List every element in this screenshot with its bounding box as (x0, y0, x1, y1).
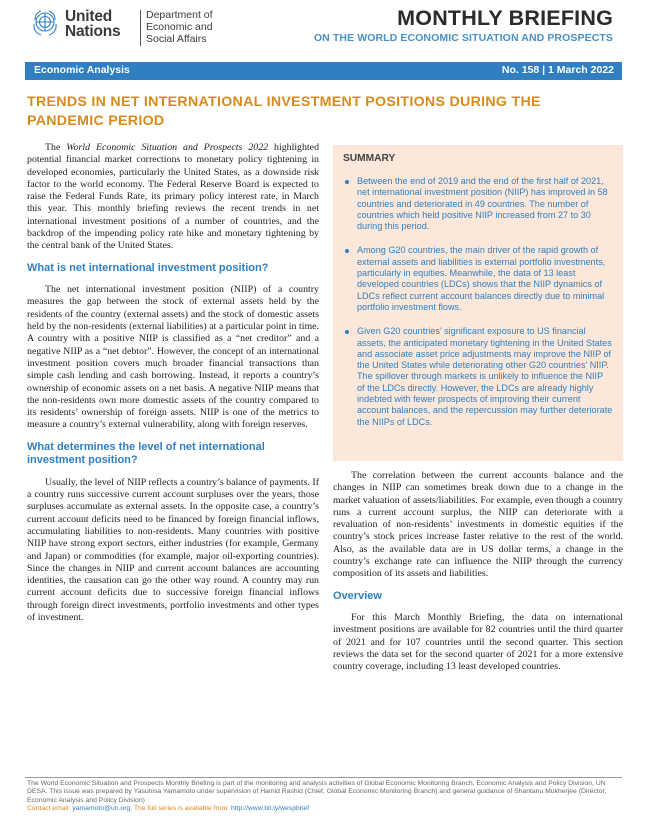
dept-line3: Social Affairs (146, 33, 207, 45)
series-url-link[interactable]: http://www.bit.ly/wespbrief (231, 804, 310, 812)
section2-paragraph: Usually, the level of NIIP reflects a country’s balance of payments. If a country runs successive current account surpluses over the years, those surpluses accumulate as external assets. In the opposite case, a country’s current account deficits need to be financed by foreign financial inflows, accumulating liabilities to non-residents. Many countries with positive NIIP have strong export sectors, either industries (for example, Germany and Japan) or commodities (for example, major oil-exporting countries). Since the changes in NIIP and current account balances are accounting identities, the causation can go the other way round. A country may run current account deficits due to successive foreign financial inflows through foreign direct investments, portfolio investments and other types of investment. (27, 476, 319, 623)
summary-item-text: Between the end of 2019 and the end of the first half of 2021, net international investment position (NIIP) has improved in 58 countries and deteriorated in 49 countries. The number of countries which held positive NIIP increased from 27 to 30 during this period. (357, 176, 608, 232)
summary-item (343, 326, 613, 428)
summary-title: SUMMARY (343, 153, 396, 164)
header-divider (140, 10, 141, 46)
intro-pre: The (45, 142, 67, 153)
briefing-title: MONTHLY BRIEFING (397, 6, 613, 30)
section1-paragraph: The net international investment position (NIIP) of a country measures the gap between the stock of external assets held by the residents of the country (external assets) and the stock of domestic assets held by the non-residents (external liabilities) at a particular point in time. A country with a positive NIIP is classified as a “net creditor” and a negative NIIP as a “net debtor”. However, the concept of an international investment position covers much broader financial transactions than simple cash lending and cash borrowing. Instead, it reports a country’s ownership of economic assets on a net basis. A negative NIIP means that the non-residents own more domestic assets of the country compared to its residents’ ownership of foreign assets. NIIP is one of the metrics to measure a country’s external vulnerability, along with foreign reserves. (27, 284, 319, 431)
un-emblem-icon (30, 8, 60, 38)
summary-list (343, 176, 613, 428)
bullet-icon (345, 330, 349, 334)
section-heading-niip: What is net international investment position? (27, 261, 269, 274)
band-section-label: Economic Analysis (34, 64, 130, 76)
band-issue-label: No. 158 | 1 March 2022 (501, 64, 614, 76)
left-column (27, 142, 319, 624)
overview-paragraph: For this March Monthly Briefing, the data on international investment positions are available for 82 countries until the third quarter of 2021 and for 107 countries until the second quarter. This section reviews the data set for the second quarter of 2021 for a more extensive country coverage, including 13 least developed countries. (333, 612, 623, 673)
org-name (65, 9, 120, 39)
footer-contact (27, 805, 622, 813)
footer-divider (25, 777, 622, 778)
intro-post: highlighted potential financial market corrections to monetary policy tightening in developed economies, particularly the United States, as a downside risk factor to the world economy. The Federal Reserve Board is expected to raise the Federal Funds Rate, its primary policy interest rate, in March this year. This monthly briefing reviews the recent trends in net international investment positions of a number of countries, and the backdrop of the impending policy rate hike and monetary tightening by the central bank of the United States. (27, 142, 320, 252)
department-name (146, 9, 213, 45)
intro-italic-title: World Economic Situation and Prospects 2022 (66, 142, 269, 153)
summary-item-text: Among G20 countries, the main driver of the rapid growth of external assets and liabilities is external portfolio investments, particularly in equities. Meanwhile, the data of 13 least developed countries (LDCs) shows that the NIIP dynamics of LDCs reflect current account balances directly due to minimal portfolio investment flows. (357, 245, 606, 312)
intro-paragraph (27, 142, 319, 253)
briefing-subtitle: ON THE WORLD ECONOMIC SITUATION AND PROSPECTS (313, 32, 613, 44)
summary-item (343, 245, 613, 313)
dept-line2: Economic and (146, 21, 213, 33)
org-name-line1: United (65, 8, 113, 25)
section-heading-overview: Overview (333, 589, 382, 602)
org-name-line2: Nations (65, 23, 121, 40)
dept-line1: Department of (146, 9, 213, 21)
right-paragraph-1: The correlation between the current accounts balance and the changes in NIIP can sometimes break down due to a change in the market valuation of assets/liabilities. For example, even though a country runs a current account surplus, the NIIP can deteriorate with a revaluation of non-residents’ investments in domestic equities if the country’s stock prices increase faster relative to the rest of the world. Also, as the available data are in US dollar terms, a change in the country’s exchange rate can influence the NIIP through the currency composition of its assets and liabilities. (333, 470, 623, 580)
contact-email-link[interactable]: yamamoto@un.org (72, 804, 131, 812)
section-band (25, 62, 622, 80)
series-label: . The full series is available from: (130, 804, 231, 812)
footer-credits: The World Economic Situation and Prospects Monthly Briefing is part of the monitoring and analysis activities of Global Economic Monitoring Branch, Economic Analysis and Policy Division, UN DESA. This issue was prepared by Yasuhisa Yamamoto under supervision of Hamid Rashid (Chief, Global Economic Monitoring Branch) and general guidance of Shantanu Mukherjee (Director, Economic Analysis and Policy Division) (27, 780, 607, 804)
bullet-icon (345, 180, 349, 184)
page-footer (27, 780, 622, 813)
page-header (0, 0, 647, 58)
article-title: TRENDS IN NET INTERNATIONAL INVESTMENT POSITIONS DURING THE PANDEMIC PERIOD (27, 94, 541, 129)
section-heading-determinants: What determines the level of net international investment position? (27, 440, 265, 467)
bullet-icon (345, 249, 349, 253)
summary-box (333, 145, 623, 461)
right-column (333, 470, 623, 674)
contact-label: Contact email: (27, 804, 73, 812)
summary-item-text: Given G20 countries’ significant exposure to US financial assets, the anticipated monetary tightening in the United States and associate asset price adjustments may improve the NIIP of the United States while deteriorating other G20 countries’ NIIP. The spillover through markets is unlikely to influence the NIIP of the LDCs directly. However, the LDCs are already highly indebted with fewer prospects of improving their current account balances, and the repercussion may further deteriorate the NIIPs of LDCs. (357, 326, 613, 427)
summary-item (343, 176, 613, 232)
